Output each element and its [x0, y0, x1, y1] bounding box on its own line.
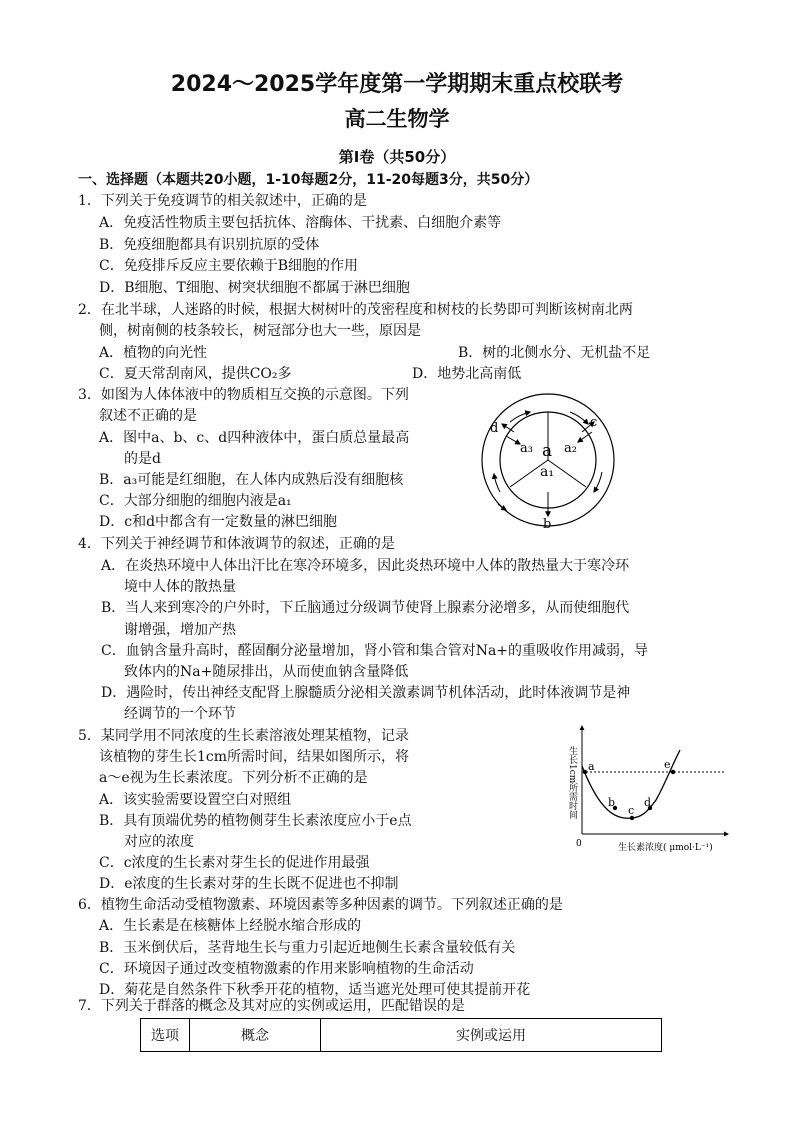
option-d: D．遇险时，传出神经支配肾上腺髓质分泌相关激素调节机体活动，此时体液调节是神 — [101, 685, 631, 701]
section-heading: 一、选择题（本题共20小题，1-10每题2分，11-20每题3分，共50分） — [78, 172, 539, 188]
question-stem: 6．植物生命活动受植物激素、环境因素等多种因素的调节。下列叙述正确的是 — [78, 897, 563, 913]
label-b: b — [608, 796, 616, 809]
table-header-row — [141, 1019, 662, 1052]
option-b-cont: 对应的浓度 — [124, 834, 194, 850]
question-stem-cont: a～e视为生长素浓度。下列分析不正确的是 — [99, 770, 368, 786]
option-a: A．在炎热环境中人体出汗比在寒冷环境多，因此炎热环境中人体的散热量大于寒冷环 — [101, 558, 630, 574]
option-b-cont: 谢增强，增加产热 — [124, 622, 236, 638]
option-a: A．生长素是在核糖体上经脱水缩合形成的 — [99, 918, 362, 934]
option-d: D．B细胞、T细胞、树突状细胞不都属于淋巴细胞 — [99, 280, 410, 296]
option-a: A．免疫活性物质主要包括抗体、溶酶体、干扰素、白细胞介素等 — [99, 215, 502, 231]
point-a — [583, 770, 587, 774]
option-a: A．该实验需要设置空白对照组 — [99, 792, 292, 808]
label-d: d — [644, 796, 652, 809]
label-a: a — [588, 760, 595, 773]
option-d: D．菊花是自然条件下秋季开花的植物，适当遮光处理可使其提前开花 — [99, 982, 531, 998]
options-table — [140, 1018, 662, 1052]
question-stem: 3．如图为人体体液中的物质相互交换的示意图。下列 — [78, 387, 409, 403]
question-stem-cont: 叙述不正确的是 — [99, 408, 197, 424]
subject-title: 高二生物学 — [344, 107, 450, 131]
option-c-cont: 致体内的Na+随尿排出，从而使血钠含量降低 — [124, 664, 409, 680]
option-c: C．免疫排斥反应主要依赖于B细胞的作用 — [99, 258, 358, 274]
label-c: c — [590, 415, 598, 430]
question-stem-cont: 该植物的芽生长1cm所需时间，结果如图所示，将 — [99, 749, 410, 765]
point-e — [671, 770, 675, 774]
y-axis-label: 生长1cm所需时间 — [567, 746, 577, 820]
label-b: b — [543, 517, 552, 532]
label-e: e — [664, 758, 671, 771]
question-stem: 4．下列关于神经调节和体液调节的叙述，正确的是 — [78, 536, 395, 552]
part-title: 第Ⅰ卷（共50分） — [338, 148, 456, 166]
option-c: C．c浓度的生长素对芽生长的促进作用最强 — [99, 855, 370, 871]
option-d-cont: 经调节的一个环节 — [124, 706, 236, 722]
table-header: 选项 — [141, 1019, 190, 1052]
question-stem-cont: 侧，树南侧的枝条较长，树冠部分也大一些，原因是 — [99, 323, 421, 339]
auxin-growth-chart — [560, 722, 730, 857]
exam-title: 2024～2025学年度第一学期期末重点校联考 — [170, 72, 624, 97]
label-a1: a₁ — [540, 464, 554, 480]
option-b: B．免疫细胞都具有识别抗原的受体 — [99, 237, 320, 253]
question-stem: 7．下列关于群落的概念及其对应的实例或运用，匹配错误的是 — [78, 998, 465, 1014]
option-c: C．大部分细胞的细胞内液是a₁ — [99, 493, 292, 509]
table-header: 概念 — [190, 1019, 321, 1052]
option-d: D．地势北高南低 — [412, 366, 522, 382]
label-a: a — [542, 441, 553, 461]
option-b: B．当人来到寒冷的户外时，下丘脑通过分级调节使肾上腺素分泌增多，从而使细胞代 — [101, 600, 630, 616]
option-b: B．玉米倒伏后，茎背地生长与重力引起近地侧生长素含量较低有关 — [99, 940, 516, 956]
option-a: A．图中a、b、c、d四种液体中，蛋白质总量最高 — [99, 430, 410, 446]
question-stem: 5．某同学用不同浓度的生长素溶液处理某植物，记录 — [78, 728, 409, 744]
option-a: A．植物的向光性 — [99, 345, 208, 361]
origin-label: 0 — [576, 839, 582, 849]
option-c: C．夏天常刮南风，提供CO₂多 — [99, 366, 292, 382]
label-d: d — [490, 421, 499, 436]
option-b: B．树的北侧水分、无机盐不足 — [458, 345, 651, 361]
body-fluid-diagram — [470, 392, 630, 532]
option-d: D．c和d中都含有一定数量的淋巴细胞 — [99, 514, 338, 530]
option-d: D．e浓度的生长素对芽的生长既不促进也不抑制 — [99, 876, 399, 892]
option-a-cont: 境中人体的散热量 — [124, 579, 236, 595]
question-stem: 2．在北半球，人迷路的时候，根据大树树叶的茂密程度和树枝的长势即可判断该树南北两 — [78, 302, 633, 318]
option-b: B．a₃可能是红细胞，在人体内成熟后没有细胞核 — [99, 472, 404, 488]
question-stem: 1．下列关于免疫调节的相关叙述中，正确的是 — [78, 193, 367, 209]
label-a2: a₂ — [564, 441, 577, 456]
option-c: C．环境因子通过改变植物激素的作用来影响植物的生命活动 — [99, 961, 474, 977]
label-a3: a₃ — [520, 441, 533, 456]
x-axis-label: 生长素浓度( μmol·L⁻¹) — [618, 843, 713, 853]
option-a-cont: 的是d — [124, 451, 161, 467]
label-c: c — [628, 804, 635, 817]
table-header: 实例或运用 — [321, 1019, 662, 1052]
option-c: C．血钠含量升高时，醛固酮分泌量增加，肾小管和集合管对Na+的重吸收作用减弱，导 — [101, 643, 649, 659]
option-b: B．具有顶端优势的植物侧芽生长素浓度应小于e点 — [99, 813, 412, 829]
